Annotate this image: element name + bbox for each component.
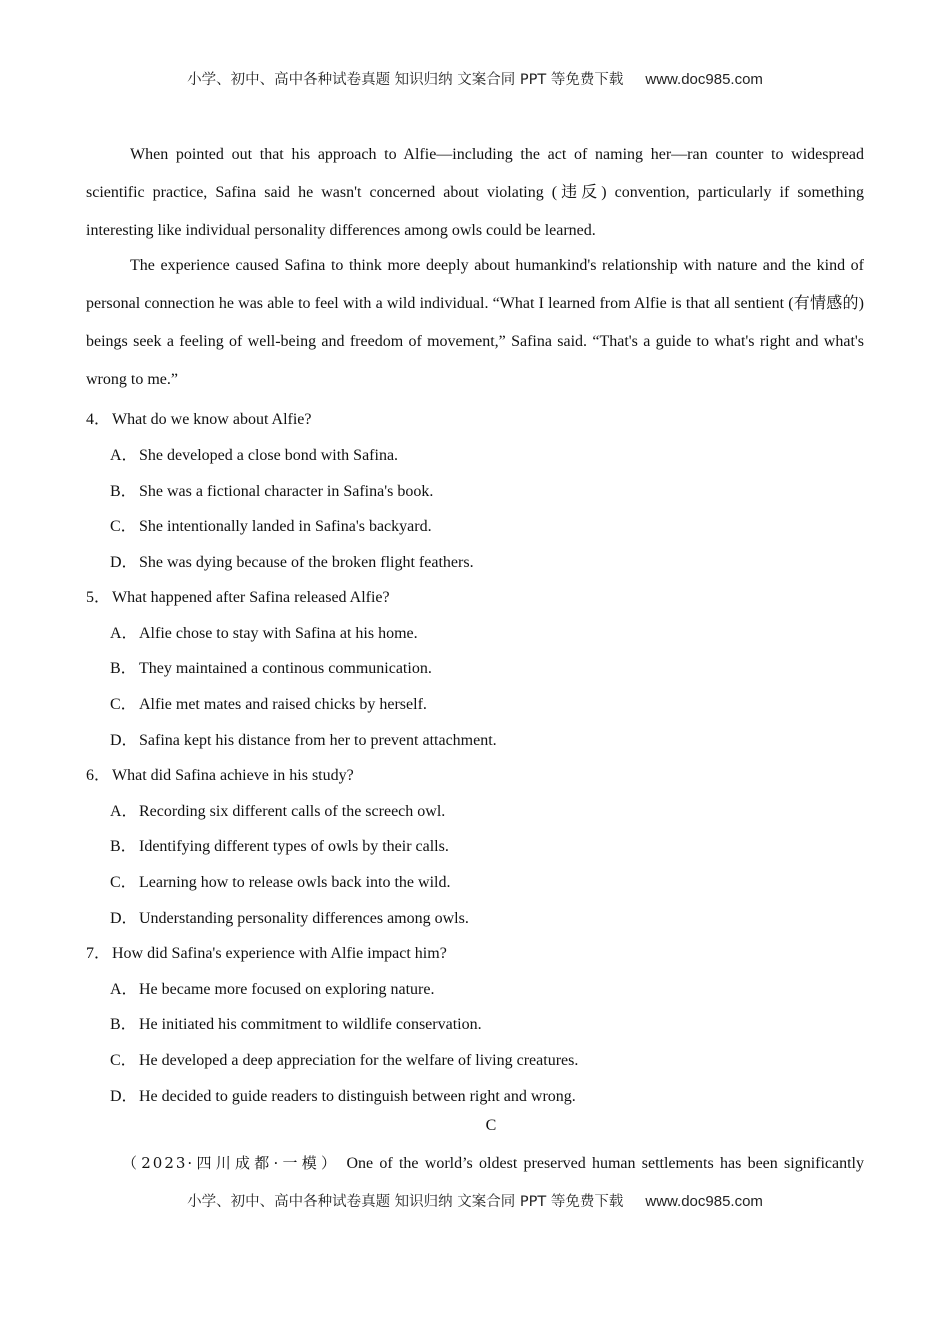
option-label: D． <box>110 1088 138 1105</box>
question-text: What did Safina achieve in his study? <box>112 767 354 784</box>
option-text: She was a fictional character in Safina's book. <box>139 483 434 500</box>
question-text: What happened after Safina released Alfie? <box>112 589 390 606</box>
option-text: Safina kept his distance from her to prevent attachment. <box>139 732 497 749</box>
option-label: B． <box>110 1016 137 1033</box>
option-label: D． <box>110 732 138 749</box>
option-text: Understanding personality differences among owls. <box>139 910 469 927</box>
option-6a <box>110 798 445 821</box>
option-label: A． <box>110 625 138 642</box>
question-number: 4． <box>86 411 111 428</box>
option-label: A． <box>110 447 138 464</box>
option-5c <box>110 691 427 714</box>
option-label: B． <box>110 483 137 500</box>
question-5 <box>86 584 390 607</box>
opening-text: One of the world’s oldest preserved human settlements has been significantly <box>346 1155 865 1172</box>
option-text: She was dying because of the broken flight feathers. <box>139 554 474 571</box>
section-c-opening <box>122 1152 864 1173</box>
passage-paragraph: The experience caused Safina to think more deeply about humankind's relationship with nature and the kind of personal connection he was able to feel with a wild individual. “What I learned from Alfie is that all sentient (有情感的) beings seek a feeling of well-being and freedom of movement,” Safina said. “That's a guide to what's right and what's wrong to me.” <box>86 257 864 388</box>
question-6 <box>86 762 354 785</box>
option-6c <box>110 869 450 892</box>
footer-banner <box>0 1190 950 1211</box>
source-tag: （2023·四川成都·一模） <box>122 1154 341 1172</box>
option-text: He initiated his commitment to wildlife conservation. <box>139 1016 482 1033</box>
option-label: D． <box>110 554 138 571</box>
option-6b <box>110 833 449 856</box>
option-7a <box>110 976 434 999</box>
question-7 <box>86 940 447 963</box>
question-text: How did Safina's experience with Alfie impact him? <box>112 945 447 962</box>
question-text: What do we know about Alfie? <box>112 411 312 428</box>
option-text: Identifying different types of owls by their calls. <box>139 838 449 855</box>
option-label: C． <box>110 696 137 713</box>
option-text: Learning how to release owls back into the wild. <box>139 874 451 891</box>
option-label: A． <box>110 981 138 998</box>
question-4 <box>86 406 312 429</box>
option-text: He decided to guide readers to distinguish between right and wrong. <box>139 1088 576 1105</box>
option-4a <box>110 442 398 465</box>
question-number: 5． <box>86 589 111 606</box>
option-label: C． <box>110 1052 137 1069</box>
passage-paragraph: When pointed out that his approach to Alfie—including the act of naming her—ran counter to widespread scientific practice, Safina said he wasn't concerned about violating (违反) convention, particularly if something interesting like individual personality differences among owls could be learned. <box>86 146 864 239</box>
option-6d <box>110 905 469 928</box>
option-label: B． <box>110 660 137 677</box>
option-label: B． <box>110 838 137 855</box>
option-text: He developed a deep appreciation for the welfare of living creatures. <box>139 1052 579 1069</box>
option-5b <box>110 655 432 678</box>
header-banner <box>0 68 950 89</box>
header-banner-site-link[interactable]: www.doc985.com <box>645 71 763 88</box>
option-7b <box>110 1011 482 1034</box>
option-text: They maintained a continous communication. <box>139 660 432 677</box>
option-text: She intentionally landed in Safina's backyard. <box>139 518 432 535</box>
option-4d <box>110 549 474 572</box>
option-7c <box>110 1047 578 1070</box>
option-4c <box>110 513 432 536</box>
question-number: 6． <box>86 767 111 784</box>
option-7d <box>110 1083 576 1106</box>
footer-banner-site-link[interactable]: www.doc985.com <box>645 1193 763 1210</box>
option-5d <box>110 727 497 750</box>
footer-banner-text: 小学、初中、高中各种试卷真题 知识归纳 文案合同 PPT 等免费下载 <box>187 1194 624 1210</box>
option-4b <box>110 478 433 501</box>
option-label: A． <box>110 803 138 820</box>
option-text: He became more focused on exploring nature. <box>139 981 435 998</box>
option-text: Alfie chose to stay with Safina at his home. <box>139 625 418 642</box>
option-label: C． <box>110 874 137 891</box>
option-text: She developed a close bond with Safina. <box>139 447 399 464</box>
option-label: C． <box>110 518 137 535</box>
header-banner-text: 小学、初中、高中各种试卷真题 知识归纳 文案合同 PPT 等免费下载 <box>187 72 624 88</box>
option-text: Recording six different calls of the screech owl. <box>139 803 446 820</box>
section-heading: C <box>485 1117 497 1134</box>
option-text: Alfie met mates and raised chicks by herself. <box>139 696 427 713</box>
option-5a <box>110 620 418 643</box>
option-label: D． <box>110 910 138 927</box>
question-number: 7． <box>86 945 111 962</box>
